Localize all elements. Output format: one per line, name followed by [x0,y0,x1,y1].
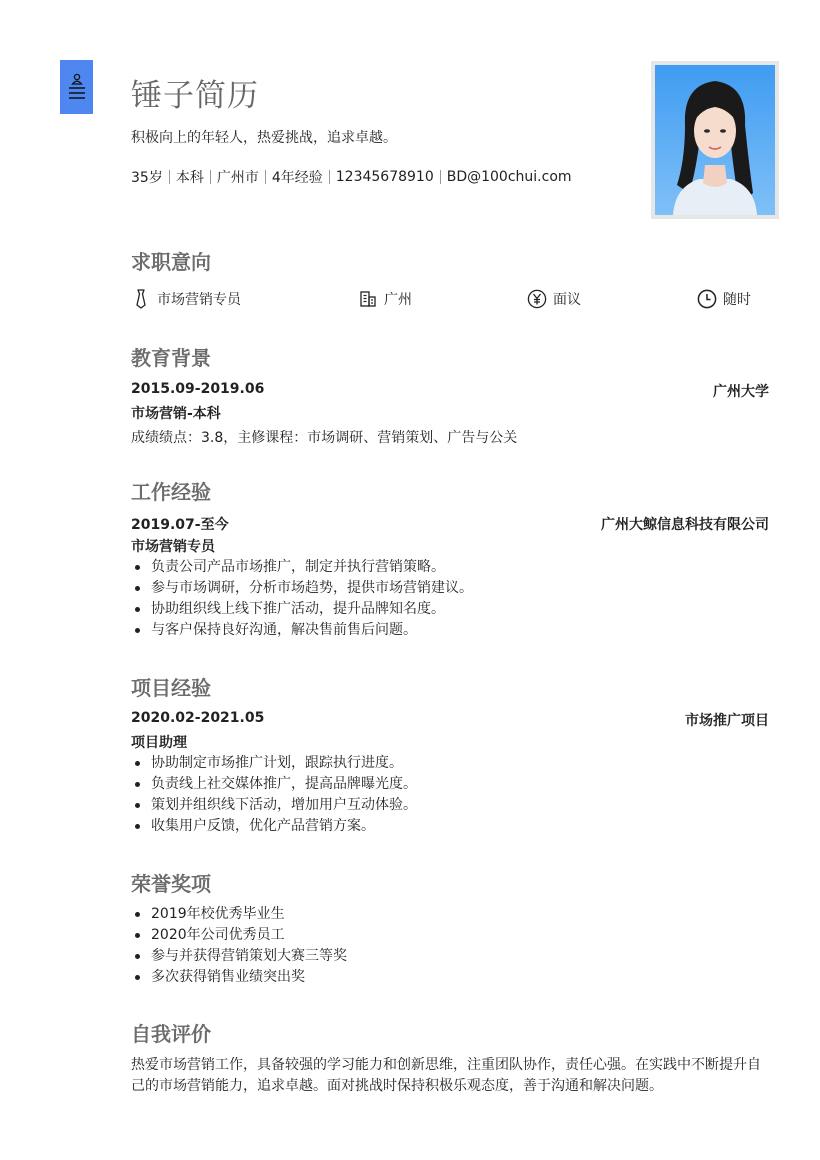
intent-availability-label: 随时 [723,292,751,308]
project-duties [131,753,417,837]
education-school: 广州大学 [713,384,769,400]
project-date: 2020.02-2021.05 [131,710,265,726]
divider [265,170,266,184]
divider [210,170,211,184]
divider [440,170,441,184]
honors-list [131,904,347,988]
self-evaluation [131,1055,771,1097]
profile-photo [651,61,779,219]
intent-city-label: 广州 [384,292,412,308]
info-age: 35岁 [131,170,163,186]
project-header [131,710,769,729]
list-item: 负责公司产品市场推广，制定并执行营销策略。 [131,557,473,578]
list-item: 负责线上社交媒体推广，提高品牌曝光度。 [131,774,417,795]
list-item: 参与并获得营销策划大赛三等奖 [131,946,347,967]
section-title-honors: 荣誉奖项 [131,872,211,896]
list-item: 多次获得销售业绩突出奖 [131,967,347,988]
info-city: 广州市 [216,170,259,186]
education-header [131,381,769,400]
list-item: 参与市场调研，分析市场趋势，提供市场营销建议。 [131,578,473,599]
job-intent-row [131,287,771,311]
list-item: 与客户保持良好沟通，解决售前售后问题。 [131,620,473,641]
education-major: 市场营销-本科 [131,406,221,422]
education-date: 2015.09-2019.06 [131,381,265,397]
candidate-name: 锤子简历 [131,78,259,114]
list-item: 2020年公司优秀员工 [131,925,347,946]
section-title-self: 自我评价 [131,1022,211,1046]
info-experience: 4年经验 [271,170,323,186]
divider [169,170,170,184]
work-date: 2019.07-至今 [131,517,229,533]
project-name: 市场推广项目 [685,713,769,729]
section-title-education: 教育背景 [131,346,211,370]
resume-logo-icon [60,60,93,114]
self-evaluation-line: 己的市场营销能力，追求卓越。面对挑战时保持积极乐观态度，善于沟通和解决问题。 [131,1078,663,1094]
list-item: 协助制定市场推广计划，跟踪执行进度。 [131,753,417,774]
project-role: 项目助理 [131,735,187,751]
section-title-intent: 求职意向 [131,250,211,274]
clock-icon [697,289,717,309]
intent-position-label: 市场营销专员 [157,292,241,308]
intent-position [131,287,241,311]
info-degree: 本科 [175,170,204,186]
list-item: 收集用户反馈，优化产品营销方案。 [131,816,417,837]
intent-city [358,287,412,311]
divider [329,170,330,184]
tie-icon [131,289,151,309]
intent-availability [697,287,751,311]
section-title-work: 工作经验 [131,480,211,504]
intent-salary [527,287,581,311]
section-title-project: 项目经验 [131,676,211,700]
list-item: 2019年校优秀毕业生 [131,904,347,925]
education-detail: 成绩绩点：3.8，主修课程：市场调研、营销策划、广告与公关 [131,430,518,446]
info-phone: 12345678910 [335,169,434,185]
work-company: 广州大鲸信息科技有限公司 [601,517,769,533]
personal-info [131,167,572,187]
building-icon [358,289,378,309]
info-email: BD@100chui.com [446,169,572,185]
work-role: 市场营销专员 [131,539,215,555]
work-header [131,514,769,534]
tagline: 积极向上的年轻人，热爱挑战，追求卓越。 [131,130,397,146]
self-evaluation-line: 热爱市场营销工作，具备较强的学习能力和创新思维，注重团队协作，责任心强。在实践中不断提升自 [131,1057,761,1073]
work-duties [131,557,473,641]
list-item: 策划并组织线下活动，增加用户互动体验。 [131,795,417,816]
intent-salary-label: 面议 [553,292,581,308]
yen-icon [527,289,547,309]
list-item: 协助组织线上线下推广活动，提升品牌知名度。 [131,599,473,620]
